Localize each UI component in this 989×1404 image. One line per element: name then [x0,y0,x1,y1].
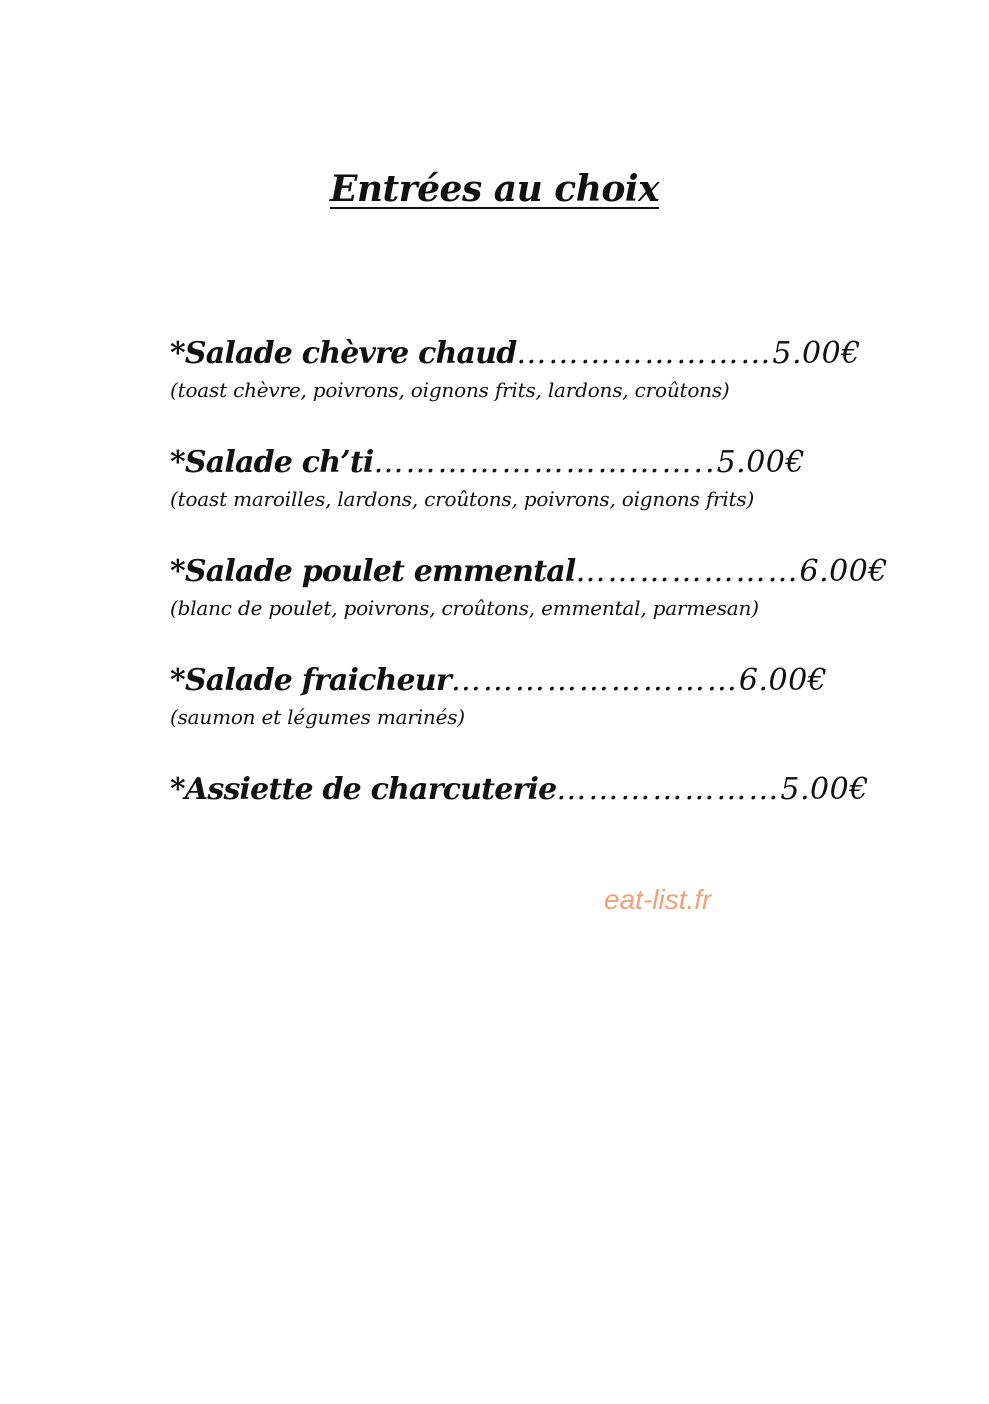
menu-item-description: (toast maroilles, lardons, croûtons, poivrons, oignons frits) [170,487,755,511]
menu-item-description: (saumon et légumes marinés) [170,705,465,729]
menu-item-description: (blanc de poulet, poivrons, croûtons, emmental, parmesan) [170,596,759,620]
menu-item-name: *Salade fraicheur [170,663,451,698]
menu-item-name: *Salade chèvre chaud [170,336,517,371]
menu-item-salade-poulet-emmental [170,554,888,620]
menu-item-name: *Assiette de charcuterie [170,772,557,807]
menu-item-price: 6.00€ [738,663,828,698]
menu-item-leader-dots: ……………………… [450,663,739,698]
menu-item-salade-chevre-chaud [170,336,861,402]
menu-item-salade-fraicheur [170,663,827,729]
menu-item-line [170,336,861,372]
menu-item-name: *Salade ch’ti [170,445,374,480]
menu-item-description: (toast chèvre, poivrons, oignons frits, lardons, croûtons) [170,378,730,402]
watermark-text: eat-list.fr [604,884,712,915]
menu-item-line [170,772,869,808]
menu-item-leader-dots: ………………… [556,772,781,807]
menu-item-price: 5.00€ [772,336,861,371]
menu-item-price: 5.00€ [780,772,869,807]
menu-item-line [170,663,827,699]
menu-item-price: 6.00€ [799,554,888,589]
menu-item-line [170,445,805,481]
menu-item-leader-dots: …………………… [516,336,773,371]
menu-item-price: 5.00€ [716,445,805,480]
menu-item-assiette-de-charcuterie [170,772,869,808]
menu-item-name: *Salade poulet emmental [170,554,576,589]
menu-title: Entrées au choix [329,168,660,210]
menu-item-leader-dots: ………………………….. [373,445,717,480]
menu-item-salade-chti [170,445,805,511]
menu-item-line [170,554,888,590]
menu-item-leader-dots: ………………… [575,554,800,589]
